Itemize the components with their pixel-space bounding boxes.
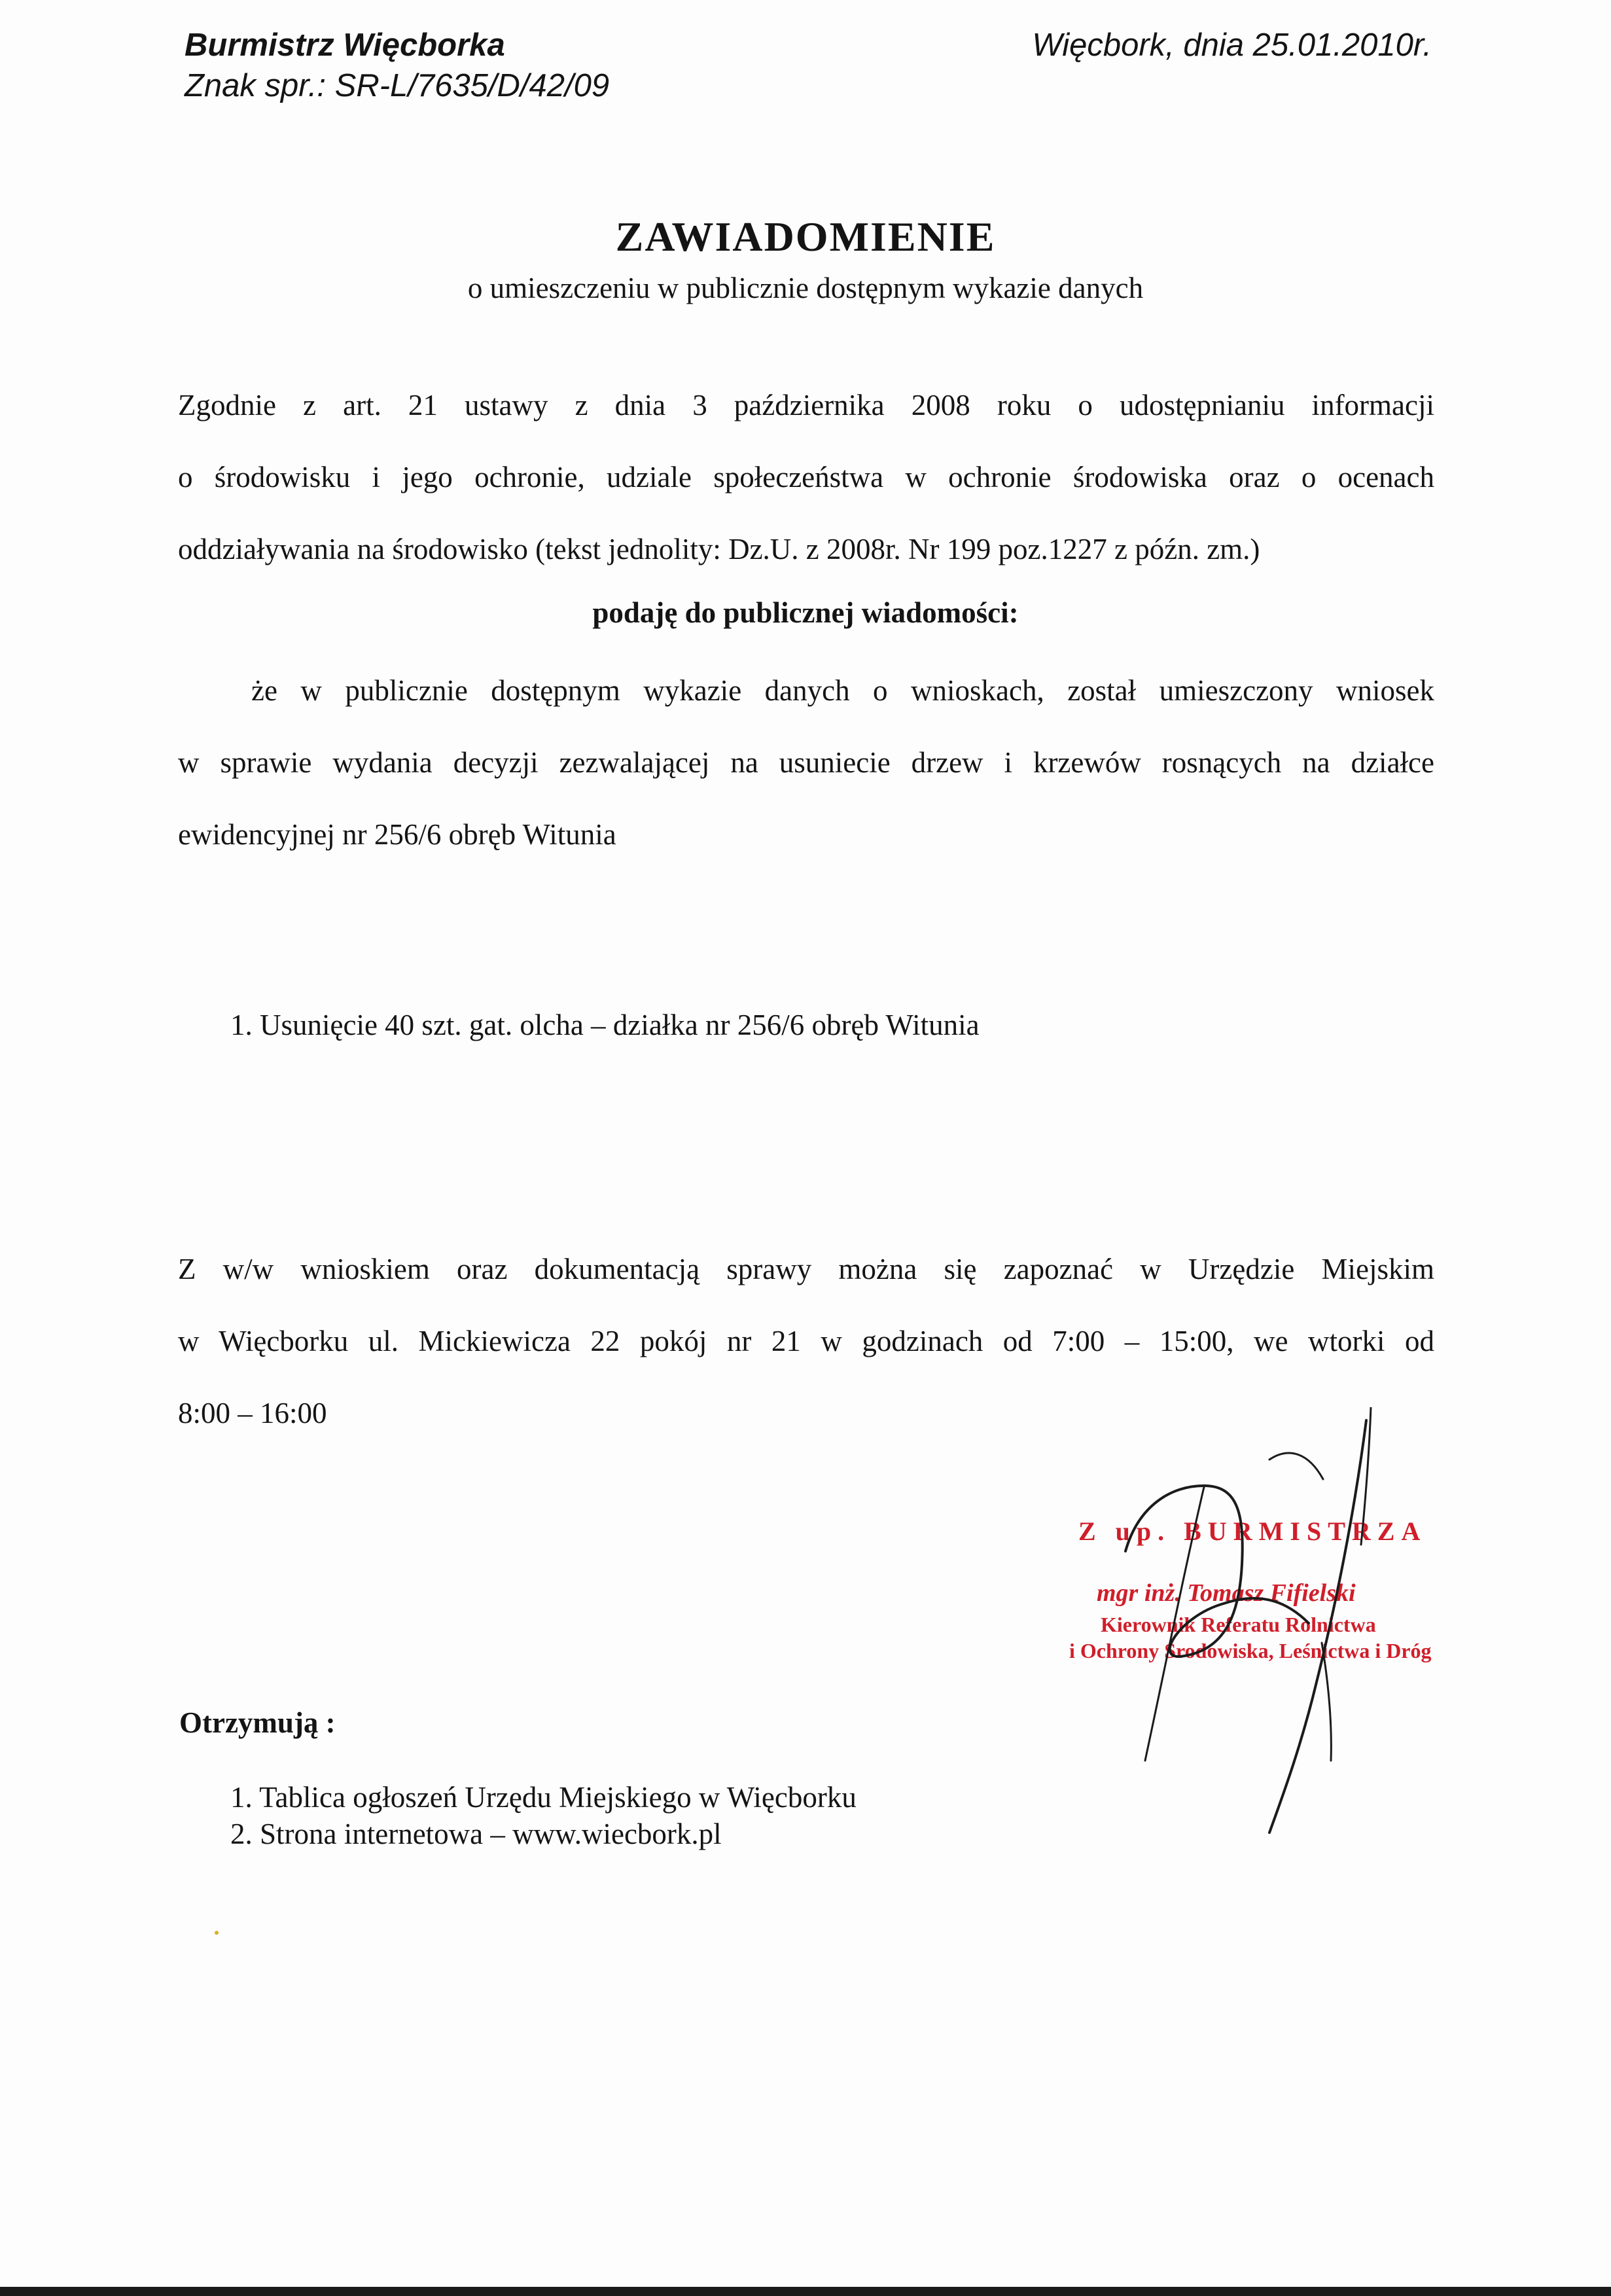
place-and-date: Więcbork, dnia 25.01.2010r. — [1032, 27, 1432, 63]
case-reference-number: Znak spr.: SR-L/7635/D/42/09 — [185, 68, 610, 103]
recipients-heading: Otrzymują : — [179, 1706, 336, 1739]
stamp-authorization: Z up. BURMISTRZA — [1078, 1516, 1427, 1546]
paragraph-line: ewidencyjnej nr 256/6 obręb Witunia — [178, 818, 616, 851]
paragraph-line: w sprawie wydania decyzji zezwalającej na usuniecie drzew i krzewów rosnących na działce — [178, 746, 1434, 779]
list-item: 1. Usunięcie 40 szt. gat. olcha – działka nr 256/6 obręb Witunia — [230, 1009, 980, 1041]
document-title: ZAWIADOMIENIE — [615, 213, 996, 260]
stamp-department: i Ochrony Środowiska, Leśnictwa i Dróg — [1069, 1639, 1432, 1662]
document-subtitle: o umieszczeniu w publicznie dostępnym wykazie danych — [467, 272, 1144, 304]
recipient-item: 2. Strona internetowa – www.wiecbork.pl — [230, 1818, 722, 1850]
stamp-officer-title: Kierownik Referatu Rolnictwa — [1101, 1613, 1376, 1636]
paragraph-line: oddziaływania na środowisko (tekst jednolity: Dz.U. z 2008r. Nr 199 poz.1227 z późn. zm.) — [178, 533, 1260, 565]
paragraph-line: w Więcborku ul. Mickiewicza 22 pokój nr 21 w godzinach od 7:00 – 15:00, we wtorki od — [178, 1325, 1434, 1357]
issuing-authority: Burmistrz Więcborka — [185, 27, 505, 63]
scan-speck — [215, 1931, 219, 1935]
legal-basis-paragraph — [178, 369, 1434, 585]
paragraph-line: o środowisku i jego ochronie, udziale społeczeństwa w ochronie środowiska oraz o ocenach — [178, 461, 1434, 493]
notice-paragraph — [178, 655, 1434, 870]
paragraph-line: 8:00 – 16:00 — [178, 1397, 327, 1429]
recipients-list — [230, 1779, 857, 1852]
paragraph-line: że w publicznie dostępnym wykazie danych o wnioskach, został umieszczony wniosek — [251, 674, 1434, 707]
paragraph-line: Z w/w wnioskiem oraz dokumentacją sprawy można się zapoznać w Urzędzie Miejskim — [178, 1253, 1434, 1285]
handwritten-signature — [1073, 1407, 1466, 1839]
paragraph-line: Zgodnie z art. 21 ustawy z dnia 3 października 2008 roku o udostępnianiu informacji — [178, 389, 1434, 422]
announcement-heading: podaję do publicznej wiadomości: — [592, 596, 1019, 629]
recipient-item: 1. Tablica ogłoszeń Urzędu Miejskiego w Więcborku — [230, 1781, 857, 1814]
stamp-officer-name: mgr inż. Tomasz Fifielski — [1097, 1579, 1356, 1607]
scan-bottom-edge — [0, 2287, 1611, 2296]
